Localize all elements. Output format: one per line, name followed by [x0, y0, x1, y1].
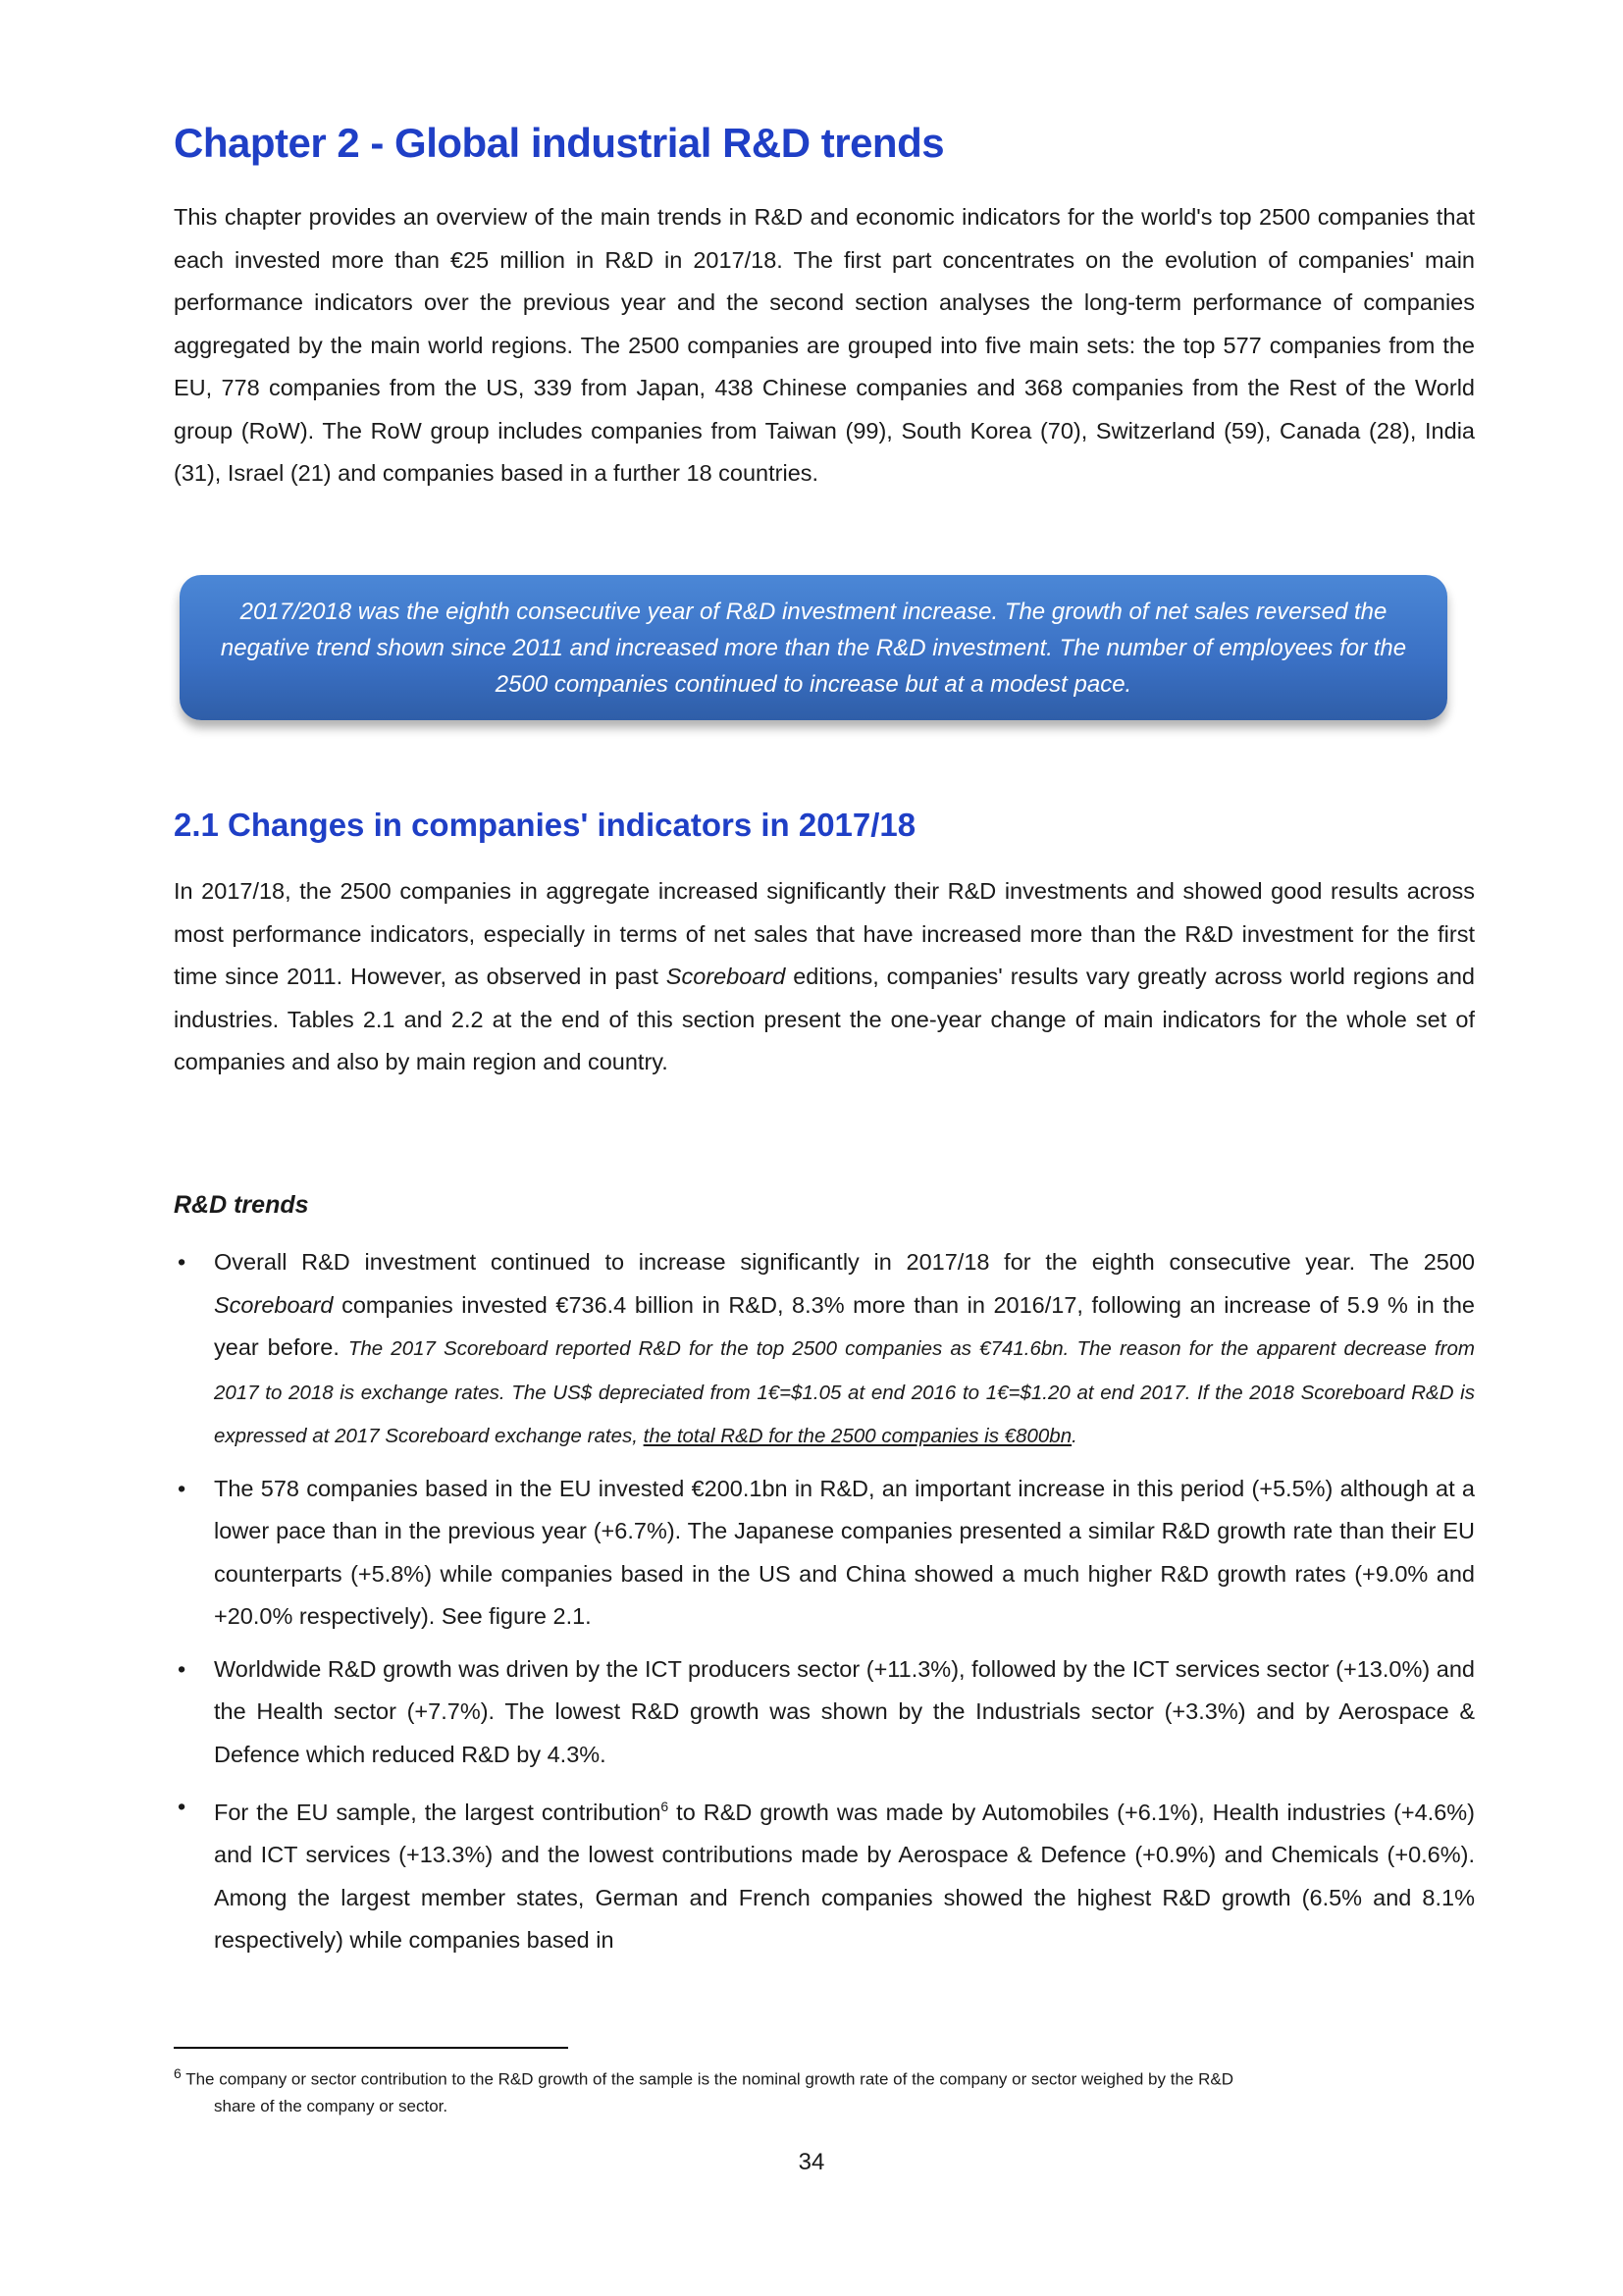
text: In 2017/18, the 2500 companies in aggregate increased significantly their R&D investments and showed good results across most performance indicators, especially in terms of net sales that have increased more than the R&D investment for the first time since 2011. However, as observed in past [174, 878, 1475, 989]
callout-box [180, 575, 1447, 720]
text: The 2017 Scoreboard reported R&D for the top 2500 companies as €741.6bn. The reason for the apparent decrease from 2017 to 2018 is exchange rates. The US$ depreciated from 1€=$1.05 at end 2016 to 1€=$1.20 at end 2017. If the 2018 Scoreboard R&D is expressed at 2017 Scoreboard exchange rates, [214, 1337, 1475, 1447]
text: For the EU sample, the largest contribution [214, 1799, 661, 1825]
footnote-text-cont: share of the company or sector. [214, 2096, 448, 2115]
section-heading: 2.1 Changes in companies' indicators in 2017/18 [174, 807, 916, 843]
text: The 578 companies based in the EU invested €200.1bn in R&D, an important increase in this period (+5.5%) although at a lower pace than in the previous year (+6.7%). The Japanese companies presented a similar R&D growth rate than their EU counterparts (+5.8%) while companies based in the US and China showed a much higher R&D growth rates (+9.0% and +20.0% respectively). See figure 2.1. [214, 1475, 1475, 1629]
bullet-icon: • [178, 1655, 186, 1682]
text: . [1072, 1425, 1077, 1447]
footnote-reference[interactable]: 6 [660, 1799, 669, 1814]
text: Overall R&D investment continued to increase significantly in 2017/18 for the eighth consecutive year. The 2500 [214, 1249, 1475, 1275]
subheading-rd-trends: R&D trends [174, 1191, 309, 1219]
text: to R&D growth was made by Automobiles (+6.1%), Health industries (+4.6%) and ICT services (+13.3%) and the lowest contributions made by Aerospace & Defence (+0.9%) and Chemicals (+0.6%). Among the largest member states, German and French companies showed the highest R&D growth (6.5% and 8.1% respectively) while companies based in [214, 1799, 1476, 1954]
footnote-divider [174, 2047, 568, 2049]
chapter-title: Chapter 2 - Global industrial R&D trends [174, 120, 945, 166]
bullet-icon: • [178, 1249, 186, 1275]
list-item [174, 1786, 1475, 1962]
section-paragraph [174, 870, 1475, 1084]
footnote [174, 2061, 1475, 2119]
text-italic: Scoreboard [665, 964, 786, 989]
text-italic: Scoreboard [214, 1291, 334, 1318]
footnote-text: The company or sector contribution to the R&D growth of the sample is the nominal growth rate of the company or sector weighed by the R&D [181, 2069, 1233, 2089]
bullet-list [174, 1241, 1475, 1972]
text: companies invested €736.4 billion in R&D, 8.3% more than in 2016/17, following an increase of 5.9 % in the year before. [214, 1291, 1475, 1360]
bullet-icon: • [178, 1475, 186, 1501]
list-item [174, 1241, 1475, 1458]
callout-text: 2017/2018 was the eighth consecutive year of R&D investment increase. The growth of net sales reversed the negative trend shown since 2011 and increased more than the R&D investment. The number of employees for the 2500 companies continued to increase but at a modest pace. [220, 598, 1407, 698]
text: editions, companies' results vary greatly across world regions and industries. Tables 2.1 and 2.2 at the end of this section present the one-year change of main indicators for the whole set of companies and also by main region and country. [174, 964, 1475, 1074]
exchange-rate-note [214, 1337, 1475, 1447]
intro-paragraph: This chapter provides an overview of the main trends in R&D and economic indicators for the world's top 2500 companies that each invested more than €25 million in R&D in 2017/18. The first part concentrates on the evolution of companies' main performance indicators over the previous year and the second section analyses the long-term performance of companies aggregated by the main world regions. The 2500 companies are grouped into five main sets: the top 577 companies from the EU, 778 companies from the US, 339 from Japan, 438 Chinese companies and 368 companies from the Rest of the World group (RoW). The RoW group includes companies from Taiwan (99), South Korea (70), Switzerland (59), Canada (28), India (31), Israel (21) and companies based in a further 18 countries. [174, 204, 1475, 486]
text: Worldwide R&D growth was driven by the ICT producers sector (+11.3%), followed by the ICT services sector (+13.0%) and the Health sector (+7.7%). The lowest R&D growth was shown by the Industrials sector (+3.3%) and by Aerospace & Defence which reduced R&D by 4.3%. [214, 1655, 1475, 1767]
underlined-text: the total R&D for the 2500 companies is €800bn [643, 1425, 1073, 1447]
list-item [174, 1468, 1475, 1639]
page-number: 34 [798, 2149, 825, 2175]
list-item [174, 1648, 1475, 1777]
bullet-icon: • [178, 1794, 186, 1819]
footnote-mark: 6 [174, 2065, 182, 2081]
